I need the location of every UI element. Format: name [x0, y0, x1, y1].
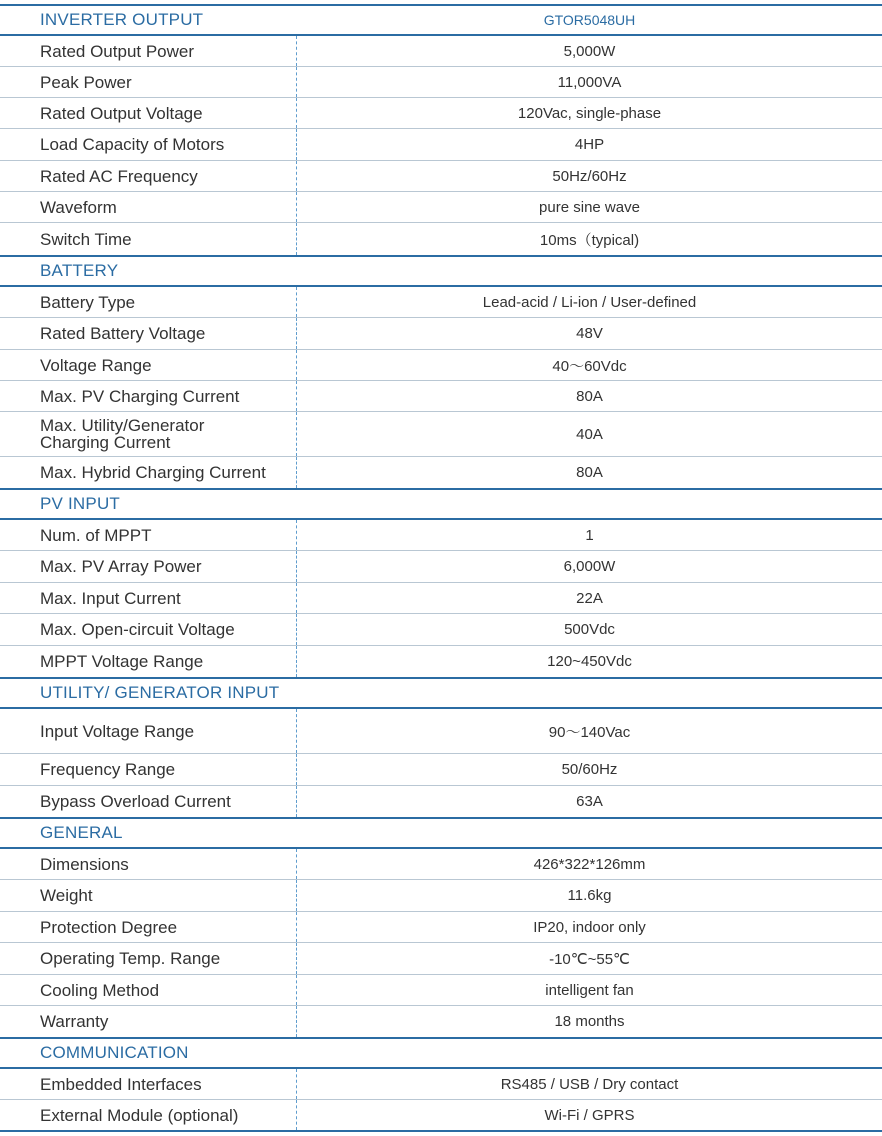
table-row — [0, 880, 882, 912]
row-label: External Module (optional) — [40, 1105, 239, 1125]
row-label: Protection Degree — [40, 917, 178, 937]
row-value: 63A — [576, 793, 603, 810]
section-title: GENERAL — [40, 823, 123, 842]
row-value: IP20, indoor only — [533, 918, 646, 936]
table-row — [0, 192, 882, 223]
section-header-utility-input — [0, 677, 882, 709]
row-value: -10℃~55℃ — [549, 950, 630, 968]
table-row — [0, 520, 882, 551]
section-title: PV INPUT — [40, 494, 121, 513]
table-row — [0, 318, 882, 350]
table-row — [0, 129, 882, 161]
table-row — [0, 98, 882, 129]
table-row — [0, 67, 882, 98]
row-label: Num. of MPPT — [40, 525, 152, 545]
row-label: MPPT Voltage Range — [40, 652, 204, 671]
row-label: Max. Open-circuit Voltage — [40, 620, 235, 639]
table-row — [0, 975, 882, 1006]
row-value: 1 — [585, 526, 594, 544]
row-label: Input Voltage Range — [40, 721, 195, 741]
row-label: Cooling Method — [40, 980, 160, 1000]
table-row — [0, 1100, 882, 1130]
row-value: Wi-Fi / GPRS — [544, 1106, 635, 1124]
row-value: 40～60Vdc — [552, 357, 627, 375]
row-label: Voltage Range — [40, 355, 152, 375]
table-row — [0, 457, 882, 488]
table-row — [0, 36, 882, 67]
row-value: 4HP — [574, 136, 605, 153]
table-row — [0, 646, 882, 677]
row-label: Warranty — [40, 1012, 109, 1031]
row-value: 11.6kg — [567, 887, 612, 904]
row-value: 500Vdc — [564, 621, 615, 638]
table-row — [0, 161, 882, 192]
row-value: 11,000VA — [557, 73, 622, 91]
table-row — [0, 849, 882, 880]
table-row — [0, 381, 882, 412]
row-value: 80A — [576, 464, 603, 481]
row-value: 80A — [576, 387, 603, 405]
section-header-battery — [0, 255, 882, 287]
row-label: Rated Output Power — [40, 41, 195, 61]
row-value: 40A — [576, 425, 603, 443]
row-label: Frequency Range — [40, 760, 176, 779]
row-value: 22A — [576, 589, 603, 607]
table-row — [0, 287, 882, 318]
table-row — [0, 350, 882, 381]
row-value: 120Vac, single-phase — [517, 104, 662, 122]
table-row — [0, 583, 882, 614]
section-header-communication — [0, 1037, 882, 1069]
row-value: Lead-acid / Li-ion / User-defined — [482, 293, 697, 311]
section-title: BATTERY — [40, 261, 119, 280]
table-row — [0, 912, 882, 943]
row-label: Bypass Overload Current — [40, 792, 231, 811]
row-label: Max. Hybrid Charging Current — [40, 463, 266, 482]
row-label: Max. Utility/Generator Charging Current — [40, 416, 205, 452]
table-row — [0, 551, 882, 583]
row-label: Operating Temp. Range — [40, 949, 221, 968]
row-label: Peak Power — [40, 72, 132, 92]
section-header-pv-input — [0, 488, 882, 520]
row-label: Max. PV Charging Current — [40, 386, 240, 406]
row-value: 426*322*126mm — [533, 855, 646, 873]
row-label: Switch Time — [40, 229, 132, 249]
section-title: COMMUNICATION — [40, 1043, 189, 1062]
row-value: 18 months — [554, 1013, 625, 1030]
table-row — [0, 1069, 882, 1100]
model-name: GTOR5048UH — [543, 12, 636, 28]
row-label: Embedded Interfaces — [40, 1074, 202, 1094]
table-row — [0, 709, 882, 754]
row-label: Max. Input Current — [40, 588, 181, 608]
row-label: Rated Battery Voltage — [40, 324, 206, 343]
row-value: 6,000W — [563, 558, 616, 575]
row-value: RS485 / USB / Dry contact — [500, 1075, 679, 1093]
row-label: Battery Type — [40, 292, 136, 312]
table-bottom-rule — [0, 1130, 882, 1132]
row-value: pure sine wave — [539, 198, 640, 216]
row-value: 120~450Vdc — [547, 653, 632, 670]
row-label: Waveform — [40, 197, 117, 217]
row-label: Max. PV Array Power — [40, 557, 202, 576]
table-row — [0, 412, 882, 457]
section-header-general — [0, 817, 882, 849]
row-label: Dimensions — [40, 854, 129, 874]
row-label: Rated AC Frequency — [40, 166, 198, 186]
row-value: 50Hz/60Hz — [552, 167, 627, 185]
row-value: intelligent fan — [545, 981, 634, 999]
row-value: 90～140Vac — [548, 723, 631, 741]
row-value: 5,000W — [563, 42, 616, 60]
section-title: INVERTER OUTPUT — [40, 10, 204, 29]
table-row — [0, 786, 882, 817]
table-row — [0, 223, 882, 255]
row-label: Load Capacity of Motors — [40, 135, 225, 154]
table-row — [0, 754, 882, 786]
row-label: Weight — [40, 886, 93, 905]
table-row — [0, 614, 882, 646]
row-value: 50/60Hz — [561, 761, 618, 778]
section-header-inverter-output — [0, 4, 882, 36]
row-value: 10ms（typical) — [539, 231, 640, 249]
table-row — [0, 943, 882, 975]
table-row — [0, 1006, 882, 1037]
section-title: UTILITY/ GENERATOR INPUT — [40, 683, 280, 702]
row-label: Rated Output Voltage — [40, 103, 203, 123]
row-value: 48V — [576, 325, 603, 342]
